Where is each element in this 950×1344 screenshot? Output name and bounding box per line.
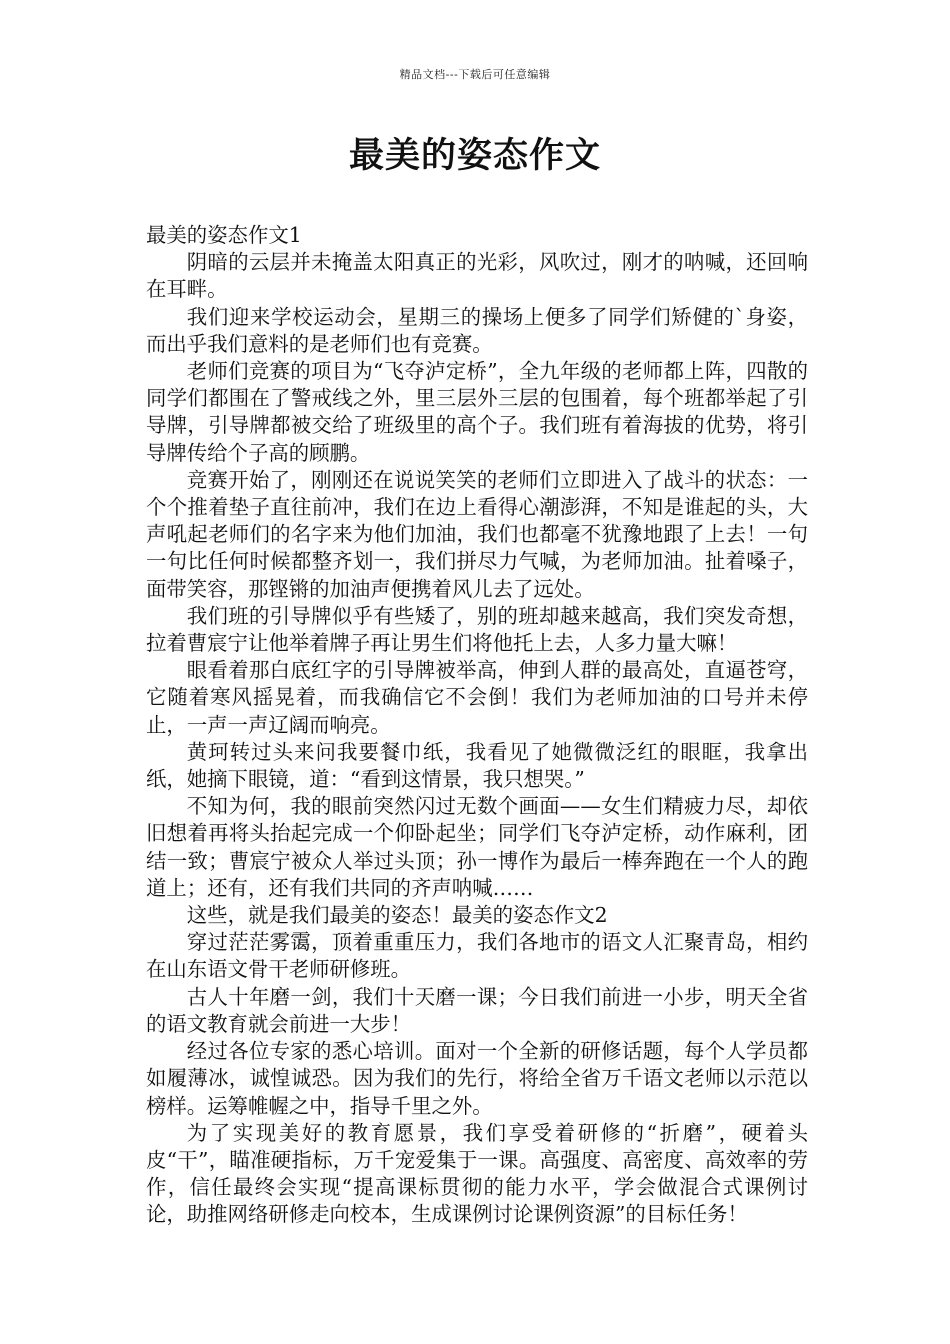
- paragraph: 这些，就是我们最美的姿态！最美的姿态作文2: [186, 903, 608, 928]
- paragraph: 不知为何，我的眼前突然闪过无数个画面——女生们精疲力尽，却依旧想着再将头抬起完成一个仰卧起坐；同学们飞夺泸定桥，动作麻利，团结一致；曹宸宁被众人举过头顶；孙一博作为最后一棒奔跑在一个人的跑道上；还有，还有我们共同的齐声呐喊……: [146, 794, 808, 900]
- paragraph: 阴暗的云层并未掩盖太阳真正的光彩，风吹过，刚才的呐喊，还回响在耳畔。: [146, 250, 808, 302]
- paragraph: 老师们竞赛的项目为“飞夺泸定桥”，全九年级的老师都上阵，四散的同学们都围在了警戒线之外，里三层外三层的包围着，每个班都举起了引导牌，引导牌都被交给了班级里的高个子。我们班有着海拔的优势，将引导牌传给个子高的顾鹏。: [146, 359, 808, 465]
- paragraph: 我们班的引导牌似乎有些矮了，别的班却越来越高，我们突发奇想，拉着曹宸宁让他举着牌子再让男生们将他托上去，人多力量大嘛！: [146, 603, 808, 656]
- paragraph: 穿过茫茫雾霭，顶着重重压力，我们各地市的语文人汇聚青岛，相约在山东语文骨干老师研修班。: [146, 930, 808, 982]
- document-body: [146, 222, 808, 1229]
- paragraph: 黄珂转过头来问我要餐巾纸，我看见了她微微泛红的眼眶，我拿出纸，她摘下眼镜，道：“看到这情景，我只想哭。”: [146, 739, 808, 792]
- paragraph: 眼看着那白底红字的引导牌被举高，伸到人群的最高处，直逼苍穹，它随着寒风摇晃着，而我确信它不会倒！我们为老师加油的口号并未停止，一声一声辽阔而响亮。: [146, 658, 808, 737]
- paragraph: 为了实现美好的教育愿景，我们享受着研修的“折磨”，硬着头皮“干”，瞄准硬指标，万千宠爱集于一课。高强度、高密度、高效率的劳作，信任最终会实现“提高课标贯彻的能力水平，学会做混合式课例讨论，助推网络研修走向校本，生成课例讨论课例资源”的目标任务！: [146, 1120, 808, 1227]
- header-note: 精品文档---下载后可任意编辑: [399, 68, 551, 81]
- paragraph: 竞赛开始了，刚刚还在说说笑笑的老师们立即进入了战斗的状态：一个个推着垫子直往前冲，我们在边上看得心潮澎湃，不知是谁起的头，大声吼起老师们的名字来为他们加油，我们也都毫不犹豫地跟了上去！一句一句比任何时候都整齐划一，我们拼尽力气喊，为老师加油。扯着嗓子，面带笑容，那铿锵的加油声便携着风儿去了远处。: [146, 467, 808, 601]
- document-title: 最美的姿态作文: [348, 136, 601, 176]
- section-heading: 最美的姿态作文1: [146, 223, 302, 247]
- paragraph: 经过各位专家的悉心培训。面对一个全新的研修话题，每个人学员都如履薄冰，诚惶诚恐。因为我们的先行，将给全省万千语文老师以示范以榜样。运筹帷幄之中，指导千里之外。: [146, 1039, 808, 1118]
- paragraph: 古人十年磨一剑，我们十天磨一课；今日我们前进一小步，明天全省的语文教育就会前进一大步！: [146, 984, 808, 1036]
- paragraph: 我们迎来学校运动会，星期三的操场上便多了同学们矫健的`身姿，而出乎我们意料的是老师们也有竞赛。: [146, 304, 808, 356]
